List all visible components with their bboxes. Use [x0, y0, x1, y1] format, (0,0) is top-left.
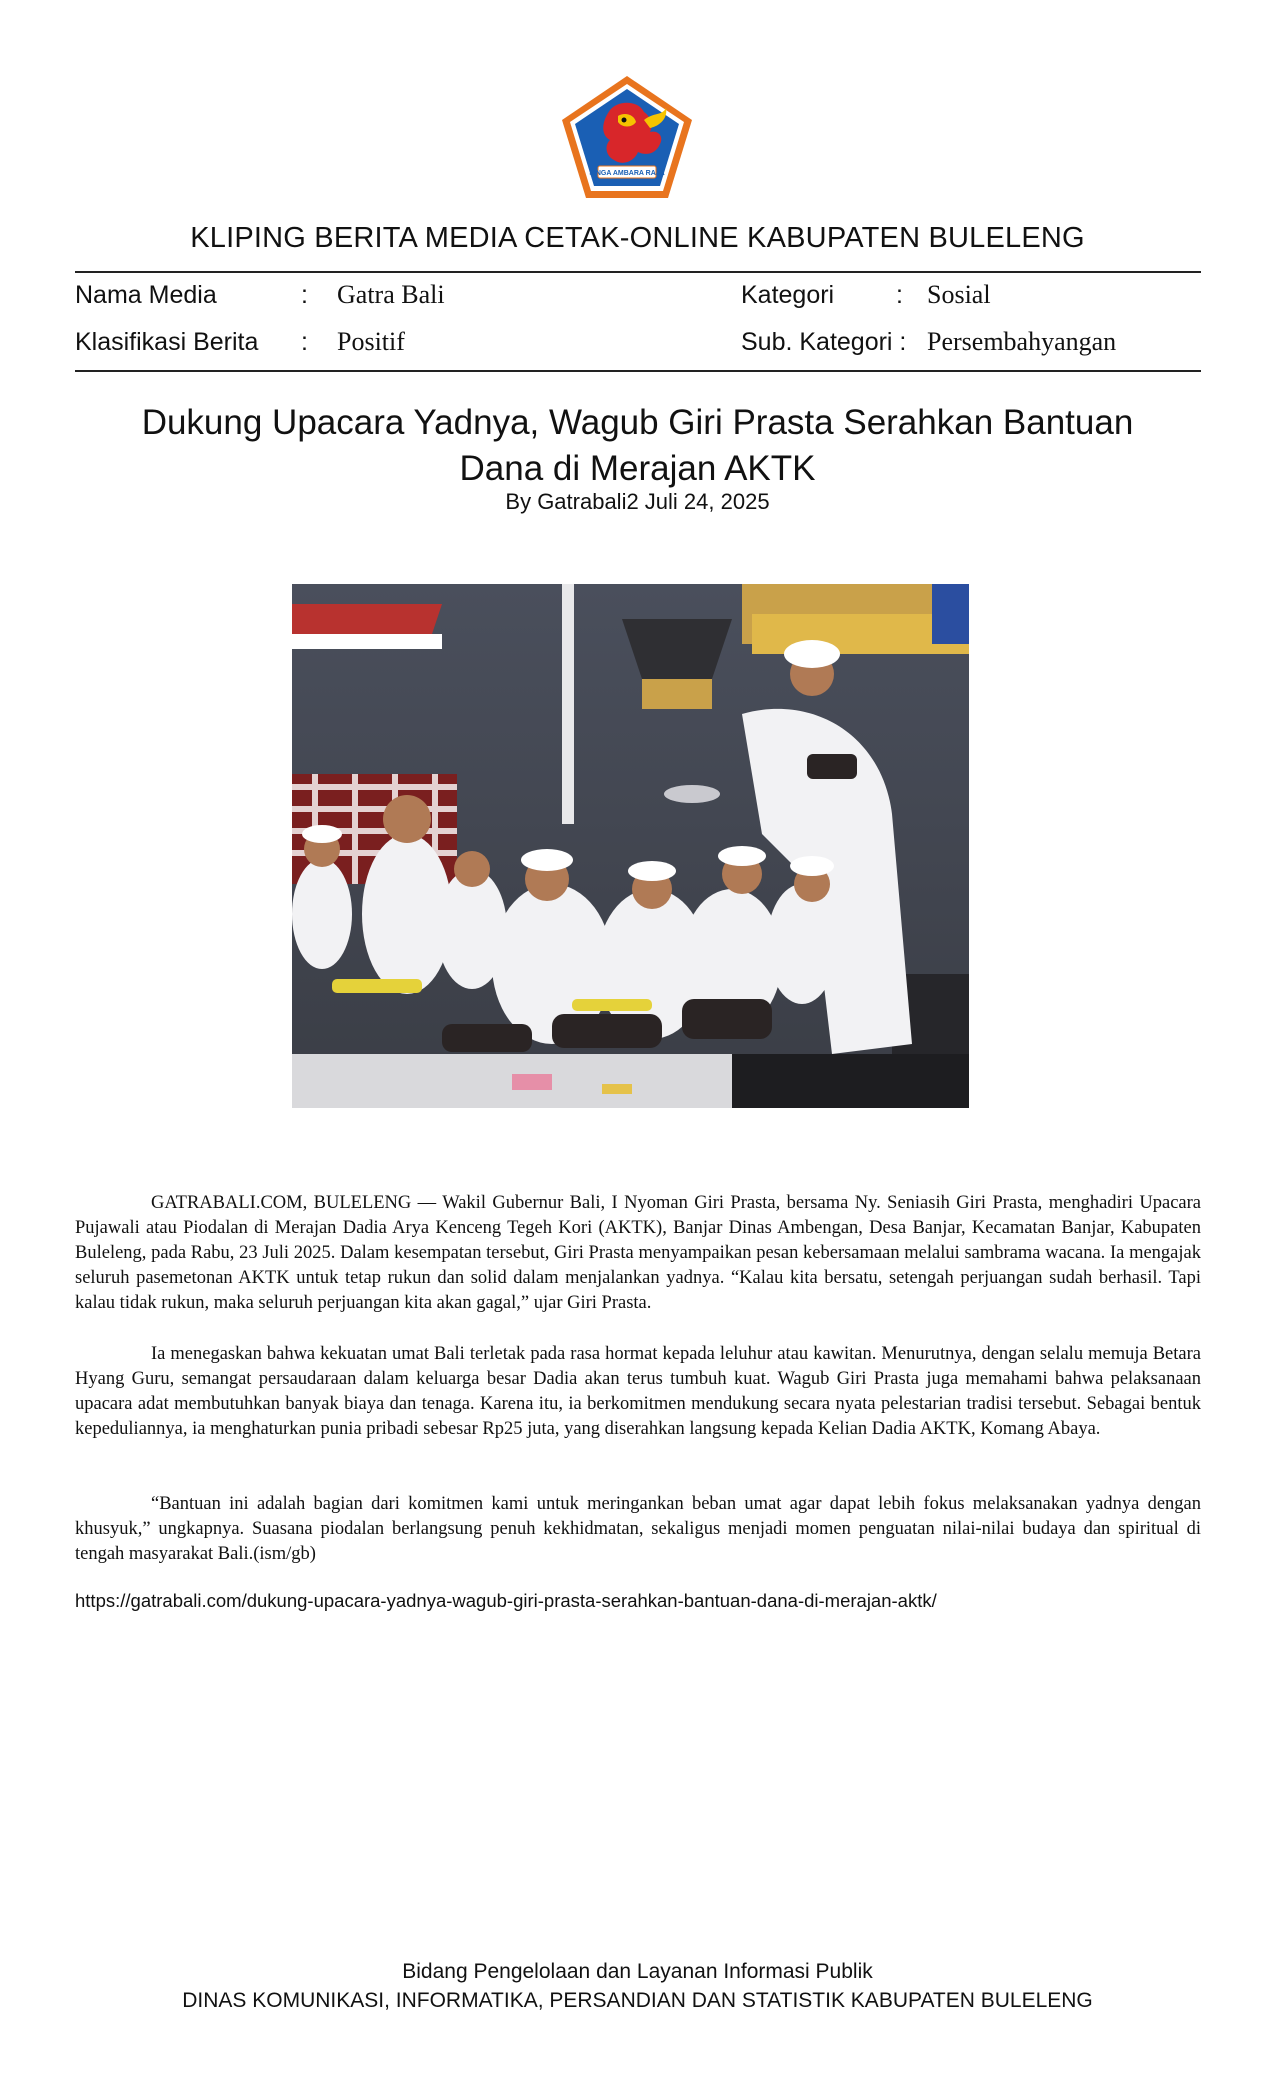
kategori-label: Kategori	[741, 281, 835, 309]
footer-agency: DINAS KOMUNIKASI, INFORMATIKA, PERSANDIAN DAN STATISTIK KABUPATEN BULELENG	[182, 1989, 1093, 2012]
clipping-header-title: KLIPING BERITA MEDIA CETAK-ONLINE KABUPATEN BULELENG	[190, 222, 1085, 254]
media-label: Nama Media	[75, 281, 217, 309]
media-value: Gatra Bali	[337, 280, 445, 309]
klasifikasi-colon: :	[301, 328, 308, 356]
kategori-value: Sosial	[927, 280, 991, 309]
buleleng-crest-logo	[558, 72, 696, 202]
klasifikasi-label: Klasifikasi Berita	[75, 328, 259, 356]
subkategori-value: Persembahyangan	[927, 327, 1117, 356]
header-divider-top	[75, 271, 1201, 273]
buleleng-lion-crest-icon	[558, 72, 696, 202]
article-photo	[292, 584, 969, 1108]
article-paragraph-2: Ia menegaskan bahwa kekuatan umat Bali terletak pada rasa hormat kepada leluhur atau kawitan. Menurutnya, dengan selalu memuja Betara Hyang Guru, semangat persaudaraan dalam keluarga besar Dadia akan terus tumbuh kuat. Wagub Giri Prasta juga memahami bahwa pelaksanaan upacara adat membutuhkan banyak biaya dan tenaga. Karena itu, ia berkomitmen mendukung secara nyata pelestarian tradisi tersebut. Sebagai bentuk kepeduliannya, ia menghaturkan punia pribadi sebesar Rp25 juta, yang diserahkan langsung kepada Kelian Dadia AKTK, Komang Abaya.	[75, 1344, 1201, 1439]
header-divider-bottom	[75, 370, 1201, 372]
kategori-colon: :	[896, 281, 903, 309]
article-paragraph-3: “Bantuan ini adalah bagian dari komitmen kami untuk meringankan beban umat agar dapat lebih fokus melaksanakan yadnya dengan khusyuk,” ungkapnya. Suasana piodalan berlangsung penuh kekhidmatan, sekaligus menjadi momen penguatan nilai-nilai budaya dan spiritual di tengah masyarakat Bali.(ism/gb)	[75, 1494, 1201, 1564]
article-byline: By Gatrabali2 Juli 24, 2025	[505, 489, 770, 514]
source-url-link[interactable]: https://gatrabali.com/dukung-upacara-yadnya-wagub-giri-prasta-serahkan-bantuan-dana-di-merajan-aktk/	[75, 1590, 937, 1611]
article-paragraph-1: GATRABALI.COM, BULELENG — Wakil Gubernur Bali, I Nyoman Giri Prasta, bersama Ny. Seniasih Giri Prasta, menghadiri Upacara Pujawali atau Piodalan di Merajan Dadia Arya Kenceng Tegeh Kori (AKTK), Banjar Dinas Ambengan, Desa Banjar, Kecamatan Banjar, Kabupaten Buleleng, pada Rabu, 23 Juli 2025. Dalam kesempatan tersebut, Giri Prasta menyampaikan pesan kebersamaan melalui sambrama wacana. Ia mengajak seluruh pasemetonan AKTK untuk tetap rukun dan solid dalam menjalankan yadnya. “Kalau kita bersatu, setengah perjuangan sudah berhasil. Tapi kalau tidak rukun, maka seluruh perjuangan kita akan gagal,” ujar Giri Prasta.	[75, 1193, 1201, 1313]
ceremony-photo-icon	[292, 584, 969, 1108]
footer-department: Bidang Pengelolaan dan Layanan Informasi Publik	[402, 1960, 873, 1983]
article-title: Dukung Upacara Yadnya, Wagub Giri Prasta Serahkan Bantuan Dana di Merajan AKTK	[141, 403, 1134, 488]
crest-motto-text: SINGA AMBARA RAJA	[589, 170, 665, 177]
subkategori-label: Sub. Kategori :	[741, 328, 907, 356]
media-colon: :	[301, 281, 308, 309]
klasifikasi-value: Positif	[337, 327, 405, 356]
